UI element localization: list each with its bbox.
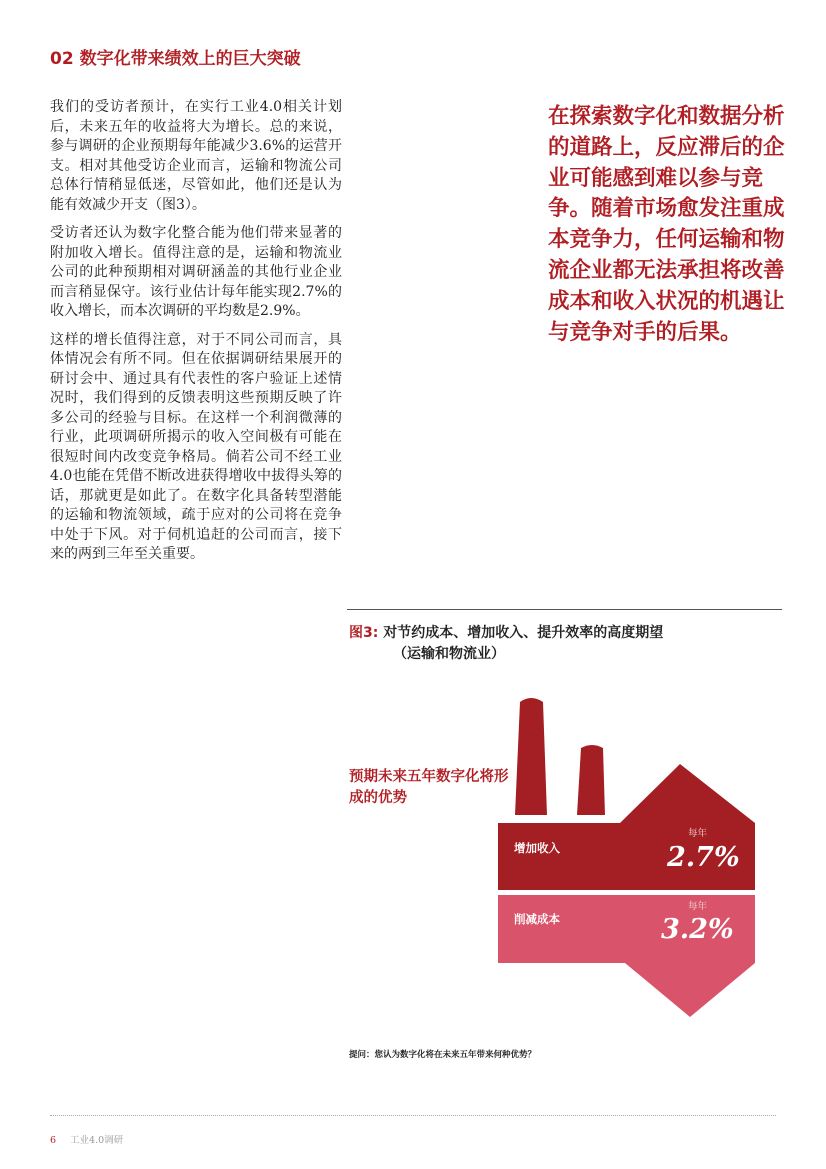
chimney-short xyxy=(577,745,605,815)
category-label-cost: 削减成本 xyxy=(514,912,560,926)
section-heading xyxy=(50,44,301,69)
footer-divider xyxy=(50,1115,776,1116)
section-title: 数字化带来绩效上的巨大突破 xyxy=(79,49,301,69)
body-paragraph: 受访者还认为数字化整合能为他们带来显著的附加收入增长。值得注意的是，运输和物流业公司的此种预期相对调研涵盖的其他行业企业而言稍显保守。该行业估计每年能实现2.7%的收入增长，而本次调研的平均数是2.9%。 xyxy=(50,225,342,319)
figure-subtitle: （运输和物流业） xyxy=(393,646,505,662)
figure-divider xyxy=(347,609,782,610)
figure-label: 图3: xyxy=(349,625,379,641)
body-paragraph: 这样的增长值得注意，对于不同公司而言，具体情况会有所不同。但在依据调研结果展开的研讨会中、通过具有代表性的客户验证上述情况时，我们得到的反馈表明这些预期反映了许多公司的经验与目标。在这样一个利润微薄的行业，此项调研所揭示的收入空间极有可能在很短时间内改变竞争格局。倘若公司不经工业4.0也能在凭借不断改进获得增收中拔得头筹的话，那就更是如此了。在数字化具备转型潜能的运输和物流领域，疏于应对的公司将在竞争中处于下风。对于伺机追赶的公司而言，接下来的两到三年至关重要。 xyxy=(50,331,342,562)
unit-label-revenue: 每年 xyxy=(688,828,708,839)
category-label-revenue: 增加收入 xyxy=(514,841,560,855)
survey-question: 提问：您认为数字化将在未来五年带来何种优势？ xyxy=(349,1050,537,1060)
value-label-cost: 3.2% xyxy=(661,914,734,945)
figure-title: 对节约成本、增加收入、提升效率的高度期望 xyxy=(383,625,664,641)
page-number: 6 xyxy=(50,1135,57,1146)
section-number: 02 xyxy=(50,49,74,69)
chimney-tall xyxy=(515,698,547,815)
pull-quote: 在探索数字化和数据分析的道路上，反应滞后的企业可能感到难以参与竞争。随着市场愈发注重成本竞争力，任何运输和物流企业都无法承担将改善成本和收入状况的机遇让与竞争对手的后果。 xyxy=(548,104,785,345)
unit-label-cost: 每年 xyxy=(688,901,708,912)
body-paragraph: 我们的受访者预计，在实行工业4.0相关计划后，未来五年的收益将大为增长。总的来说，参与调研的企业预期每年能减少3.6%的运营开支。相对其他受访企业而言，运输和物流公司总体行情稍显低迷，尽管如此，他们还是认为能有效减少开支（图3）。 xyxy=(50,99,342,213)
body-text-column xyxy=(50,98,342,574)
value-label-revenue: 2.7% xyxy=(667,842,740,873)
chart-lead-text: 预期未来五年数字化将形成的优势 xyxy=(349,769,509,806)
footer-title: 工业4.0调研 xyxy=(70,1135,124,1146)
figure-heading xyxy=(349,623,789,665)
page-footer xyxy=(50,1132,123,1146)
